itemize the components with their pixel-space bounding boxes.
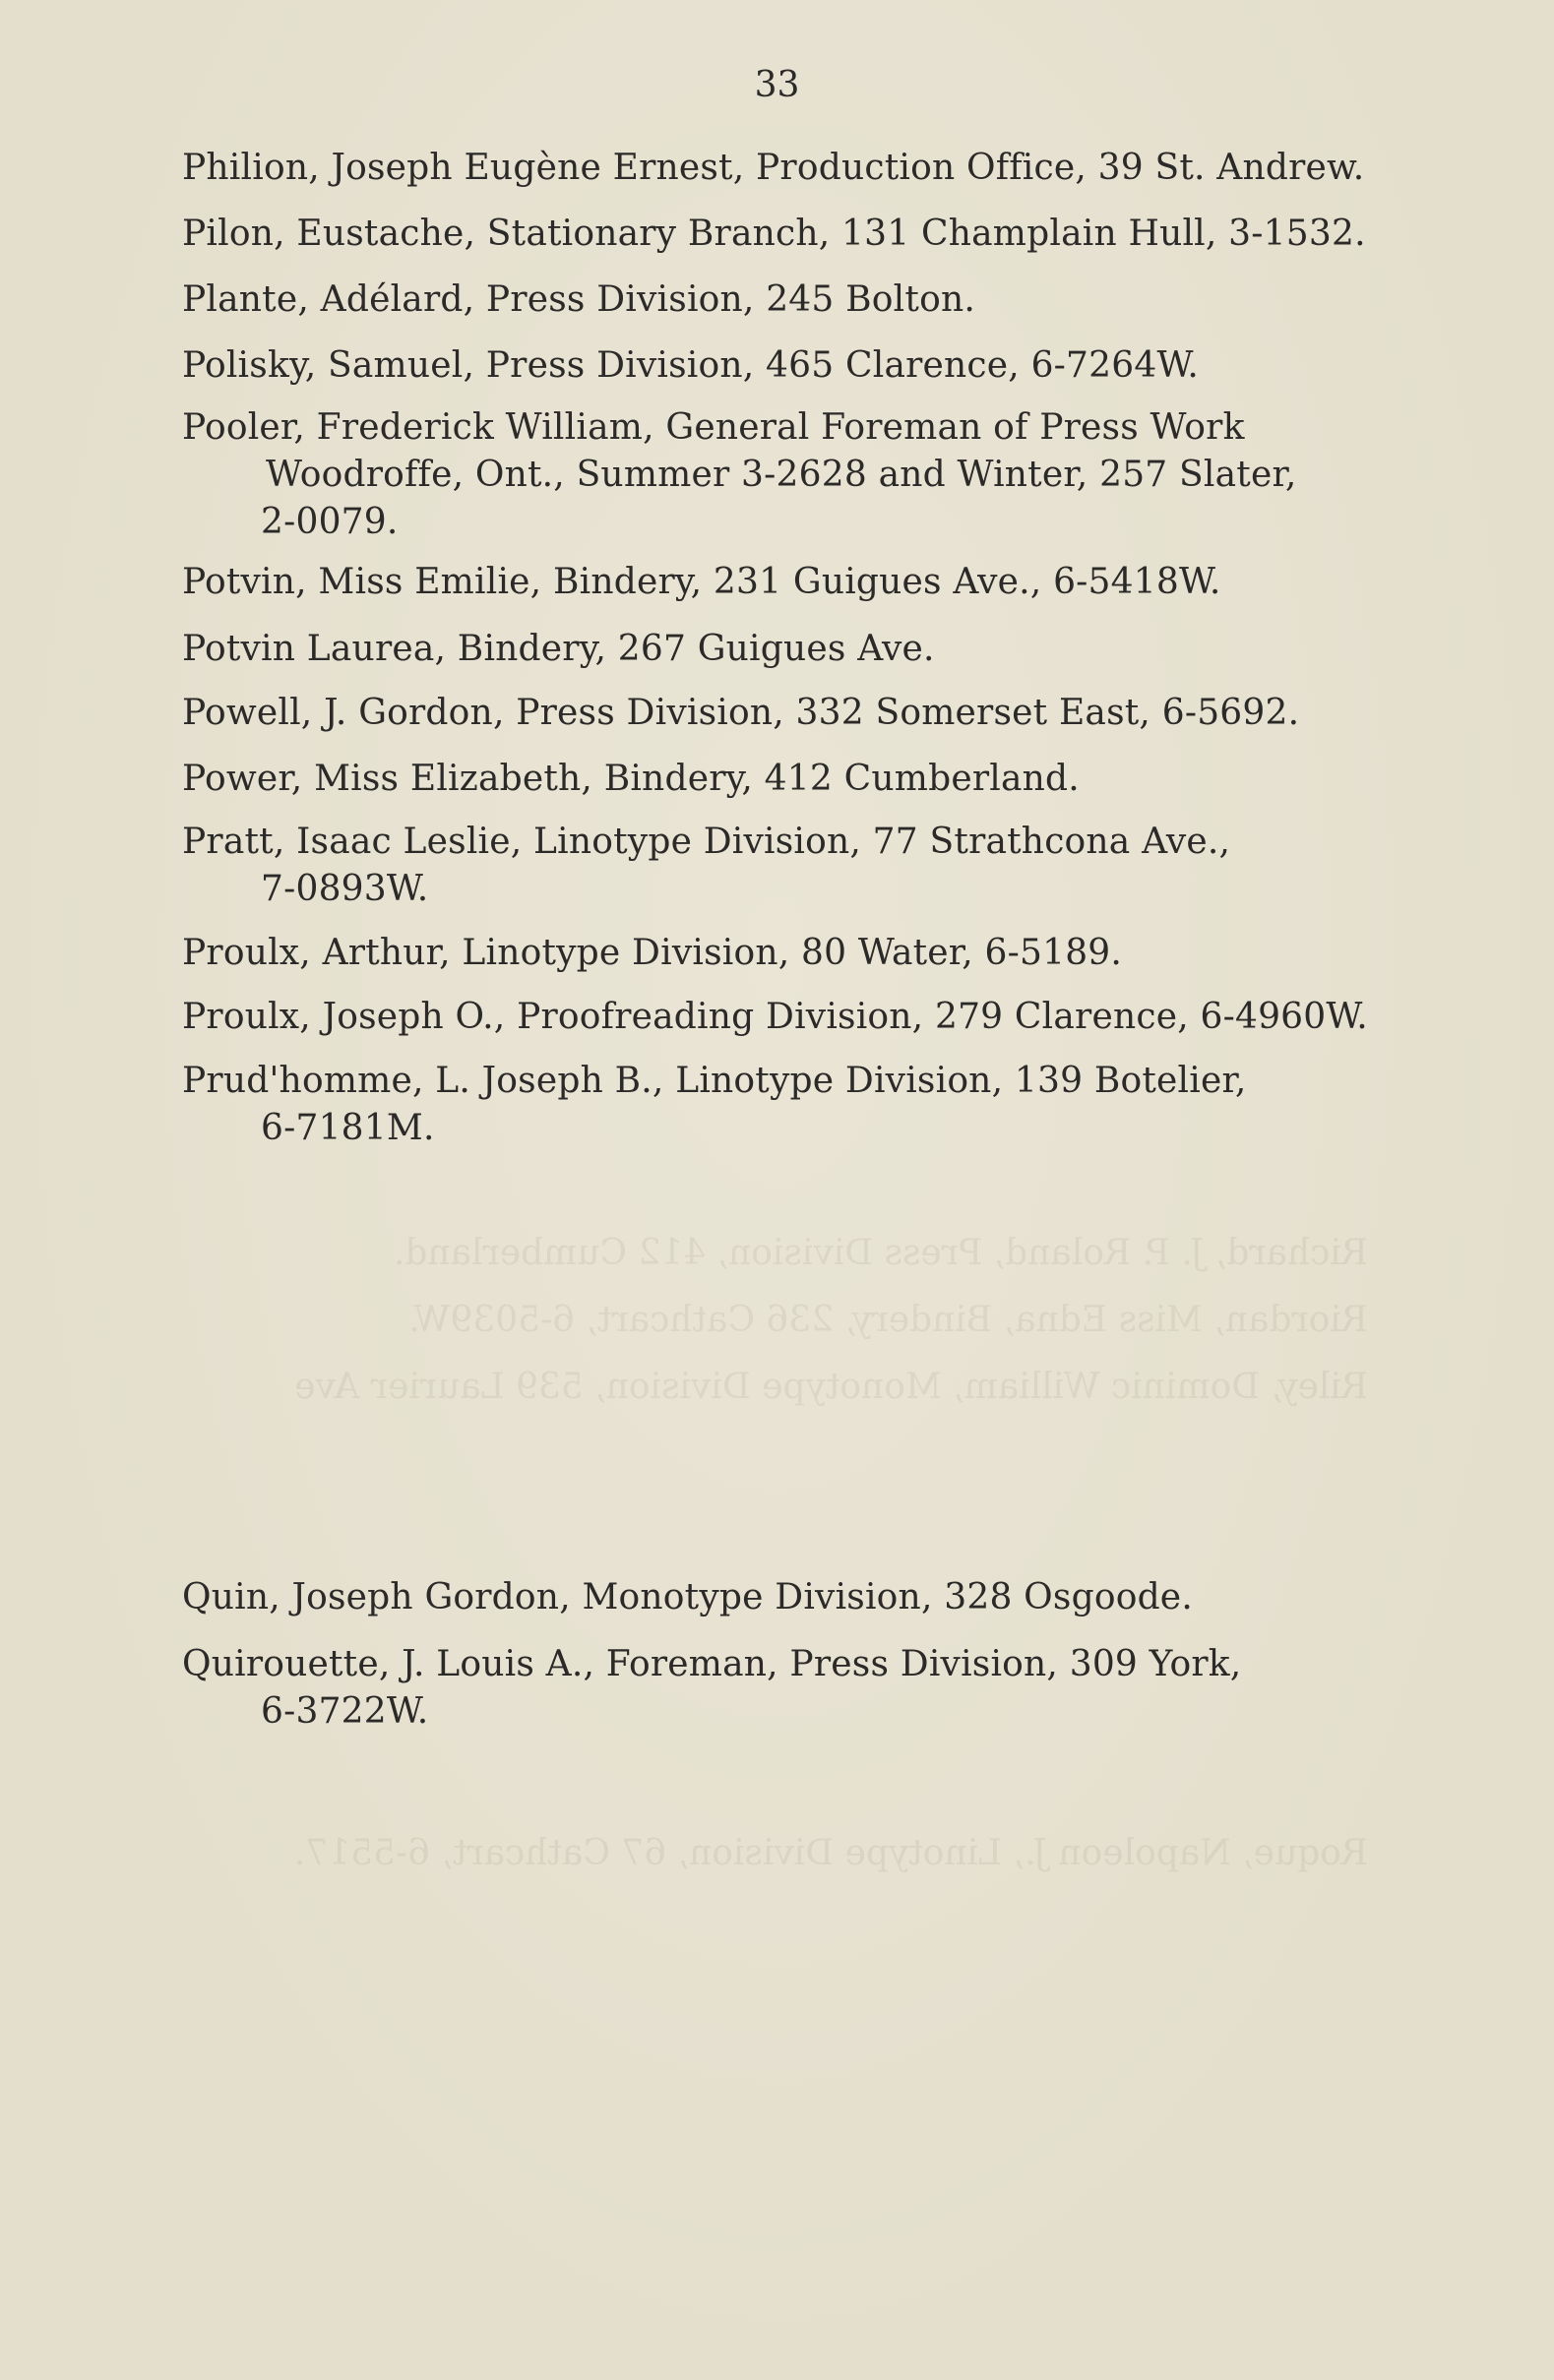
directory-entry (182, 145, 1363, 192)
directory-entry (182, 404, 1363, 546)
entry-line: 2-0079. (261, 502, 399, 542)
directory-entry (182, 690, 1363, 737)
directory-entry (182, 342, 1363, 390)
entry-line: Woodroffe, Ont., Summer 3-2628 and Winter, 257 Slater, (266, 455, 1297, 495)
entry-line: Quirouette, J. Louis A., Foreman, Press Division, 309 York, (182, 1644, 1242, 1684)
entry-line: Proulx, Joseph O., Proofreading Division, 279 Clarence, 6-4960W. (182, 997, 1368, 1037)
bleed-through-text: Riley, Dominic William, Monotype Division, 539 Laurier Ave (294, 1367, 1368, 1407)
directory-entry (182, 276, 1363, 324)
entry-line: Power, Miss Elizabeth, Bindery, 412 Cumberland. (182, 759, 1080, 799)
directory-entry (182, 994, 1368, 1041)
directory-entry (182, 819, 1363, 913)
directory-entry (182, 1641, 1363, 1736)
entry-line: Potvin, Miss Emilie, Bindery, 231 Guigues Ave., 6-5418W. (182, 562, 1221, 602)
entry-line: Pilon, Eustache, Stationary Branch, 131 Champlain Hull, 3-1532. (182, 214, 1366, 254)
bleed-through-text: Riordan, Miss Edna, Bindery, 236 Cathcart, 6-5039W. (408, 1300, 1368, 1340)
bleed-through-text: Richard, J. P. Roland, Press Division, 412 Cumberland. (393, 1233, 1368, 1273)
directory-entry (182, 930, 1363, 977)
directory-entry (182, 756, 1363, 803)
entry-line: Potvin Laurea, Bindery, 267 Guigues Ave. (182, 629, 935, 669)
entry-line: Prud'homme, L. Joseph B., Linotype Division, 139 Botelier, (182, 1061, 1247, 1101)
entry-line: Philion, Joseph Eugène Ernest, Production Office, 39 St. Andrew. (182, 148, 1365, 188)
directory-entry (182, 1058, 1363, 1152)
page-number: 33 (754, 65, 800, 105)
entry-line: Plante, Adélard, Press Division, 245 Bolton. (182, 279, 975, 320)
directory-entry (182, 626, 1363, 673)
entry-line: 6-3722W. (261, 1691, 429, 1732)
entry-line: Powell, J. Gordon, Press Division, 332 Somerset East, 6-5692. (182, 693, 1300, 733)
entry-line: Pooler, Frederick William, General Foreman of Press Work (182, 407, 1245, 448)
directory-entry (182, 211, 1366, 258)
entry-line: Pratt, Isaac Leslie, Linotype Division, 77 Strathcona Ave., (182, 822, 1231, 862)
bleed-through-text: Roque, Napoleon J., Linotype Division, 67 Cathcart, 6-5517. (293, 1833, 1368, 1873)
entry-line: 7-0893W. (261, 869, 429, 909)
entry-line: 6-7181M. (261, 1108, 435, 1148)
entry-line: Quin, Joseph Gordon, Monotype Division, 328 Osgoode. (182, 1577, 1193, 1617)
entry-line: Polisky, Samuel, Press Division, 465 Clarence, 6-7264W. (182, 345, 1200, 386)
directory-entry (182, 559, 1363, 606)
directory-entry (182, 1574, 1363, 1621)
entry-line: Proulx, Arthur, Linotype Division, 80 Water, 6-5189. (182, 933, 1123, 973)
